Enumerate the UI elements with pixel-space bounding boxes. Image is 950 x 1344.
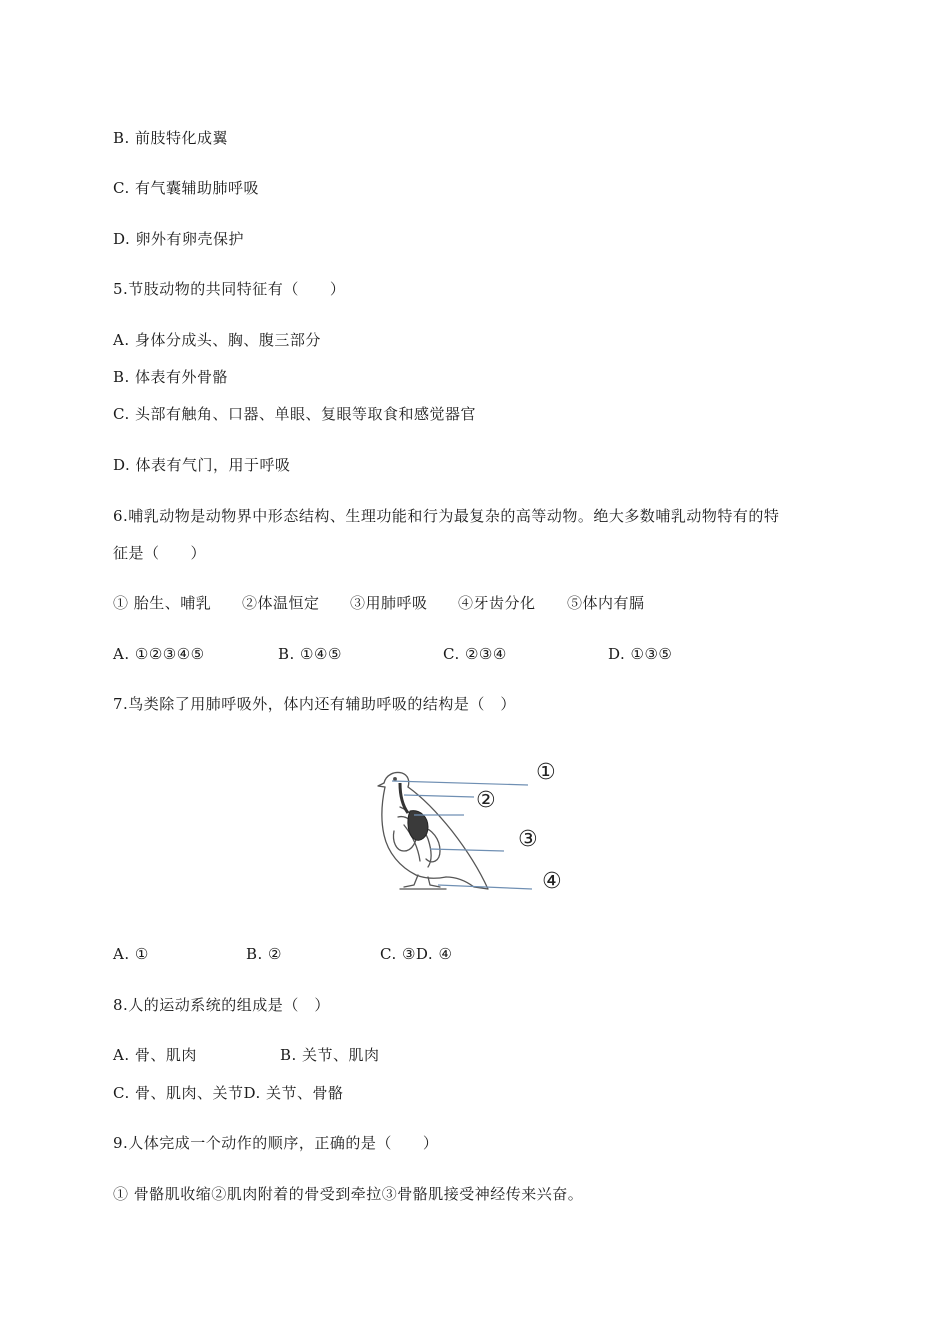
q8-option-a: A. 骨、肌肉 — [113, 1046, 197, 1064]
q6-option-d: D. ①③⑤ — [608, 645, 673, 663]
q7-option-b: B. ② — [246, 945, 283, 963]
q4-option-b: B. 前肢特化成翼 — [113, 129, 229, 147]
q4-option-c: C. 有气囊辅助肺呼吸 — [113, 179, 259, 197]
q6-stem-line1: 6.哺乳动物是动物界中形态结构、生理功能和行为最复杂的高等动物。绝大多数哺乳动物特有的特 — [113, 507, 780, 525]
q6-statement-5: ⑤体内有膈 — [567, 594, 645, 612]
q9-stem: 9.人体完成一个动作的顺序，正确的是（ ） — [113, 1134, 439, 1152]
figure-label-2: ② — [476, 788, 496, 813]
q7-option-a: A. ① — [113, 945, 149, 963]
q5-stem: 5.节肢动物的共同特征有（ ） — [113, 280, 346, 298]
q7-option-cd: C. ③D. ④ — [380, 945, 453, 963]
q5-option-b: B. 体表有外骨骼 — [113, 368, 229, 386]
q8-stem: 8.人的运动系统的组成是（ ） — [113, 996, 330, 1014]
q8-option-cd: C. 骨、肌肉、关节D. 关节、骨骼 — [113, 1084, 344, 1102]
q4-option-d: D. 卵外有卵壳保护 — [113, 230, 245, 248]
bird-respiratory-figure — [370, 755, 580, 900]
trachea-shape — [400, 783, 408, 813]
q7-stem: 7.鸟类除了用肺呼吸外，体内还有辅助呼吸的结构是（ ） — [113, 695, 516, 713]
q5-option-d: D. 体表有气门，用于呼吸 — [113, 456, 291, 474]
q8-option-b: B. 关节、肌肉 — [280, 1046, 380, 1064]
figure-label-3: ③ — [518, 827, 538, 852]
q6-option-a: A. ①②③④⑤ — [113, 645, 205, 663]
q6-stem-line2: 征是（ ） — [113, 544, 207, 562]
figure-label-1: ① — [536, 760, 556, 785]
q6-statement-2: ②体温恒定 — [242, 594, 320, 612]
figure-label-4: ④ — [542, 869, 562, 894]
bird-outline-icon — [378, 772, 488, 889]
q6-statement-4: ④牙齿分化 — [458, 594, 536, 612]
q6-option-c: C. ②③④ — [443, 645, 507, 663]
q6-option-b: B. ①④⑤ — [278, 645, 342, 663]
q6-statement-3: ③用肺呼吸 — [350, 594, 428, 612]
q5-option-c: C. 头部有触角、口器、单眼、复眼等取食和感觉器官 — [113, 405, 476, 423]
q5-option-a: A. 身体分成头、胸、腹三部分 — [113, 331, 321, 349]
q6-statement-1: ① 胎生、哺乳 — [113, 594, 212, 612]
q9-statements: ① 骨骼肌收缩②肌肉附着的骨受到牵拉③骨骼肌接受神经传来兴奋。 — [113, 1185, 584, 1203]
